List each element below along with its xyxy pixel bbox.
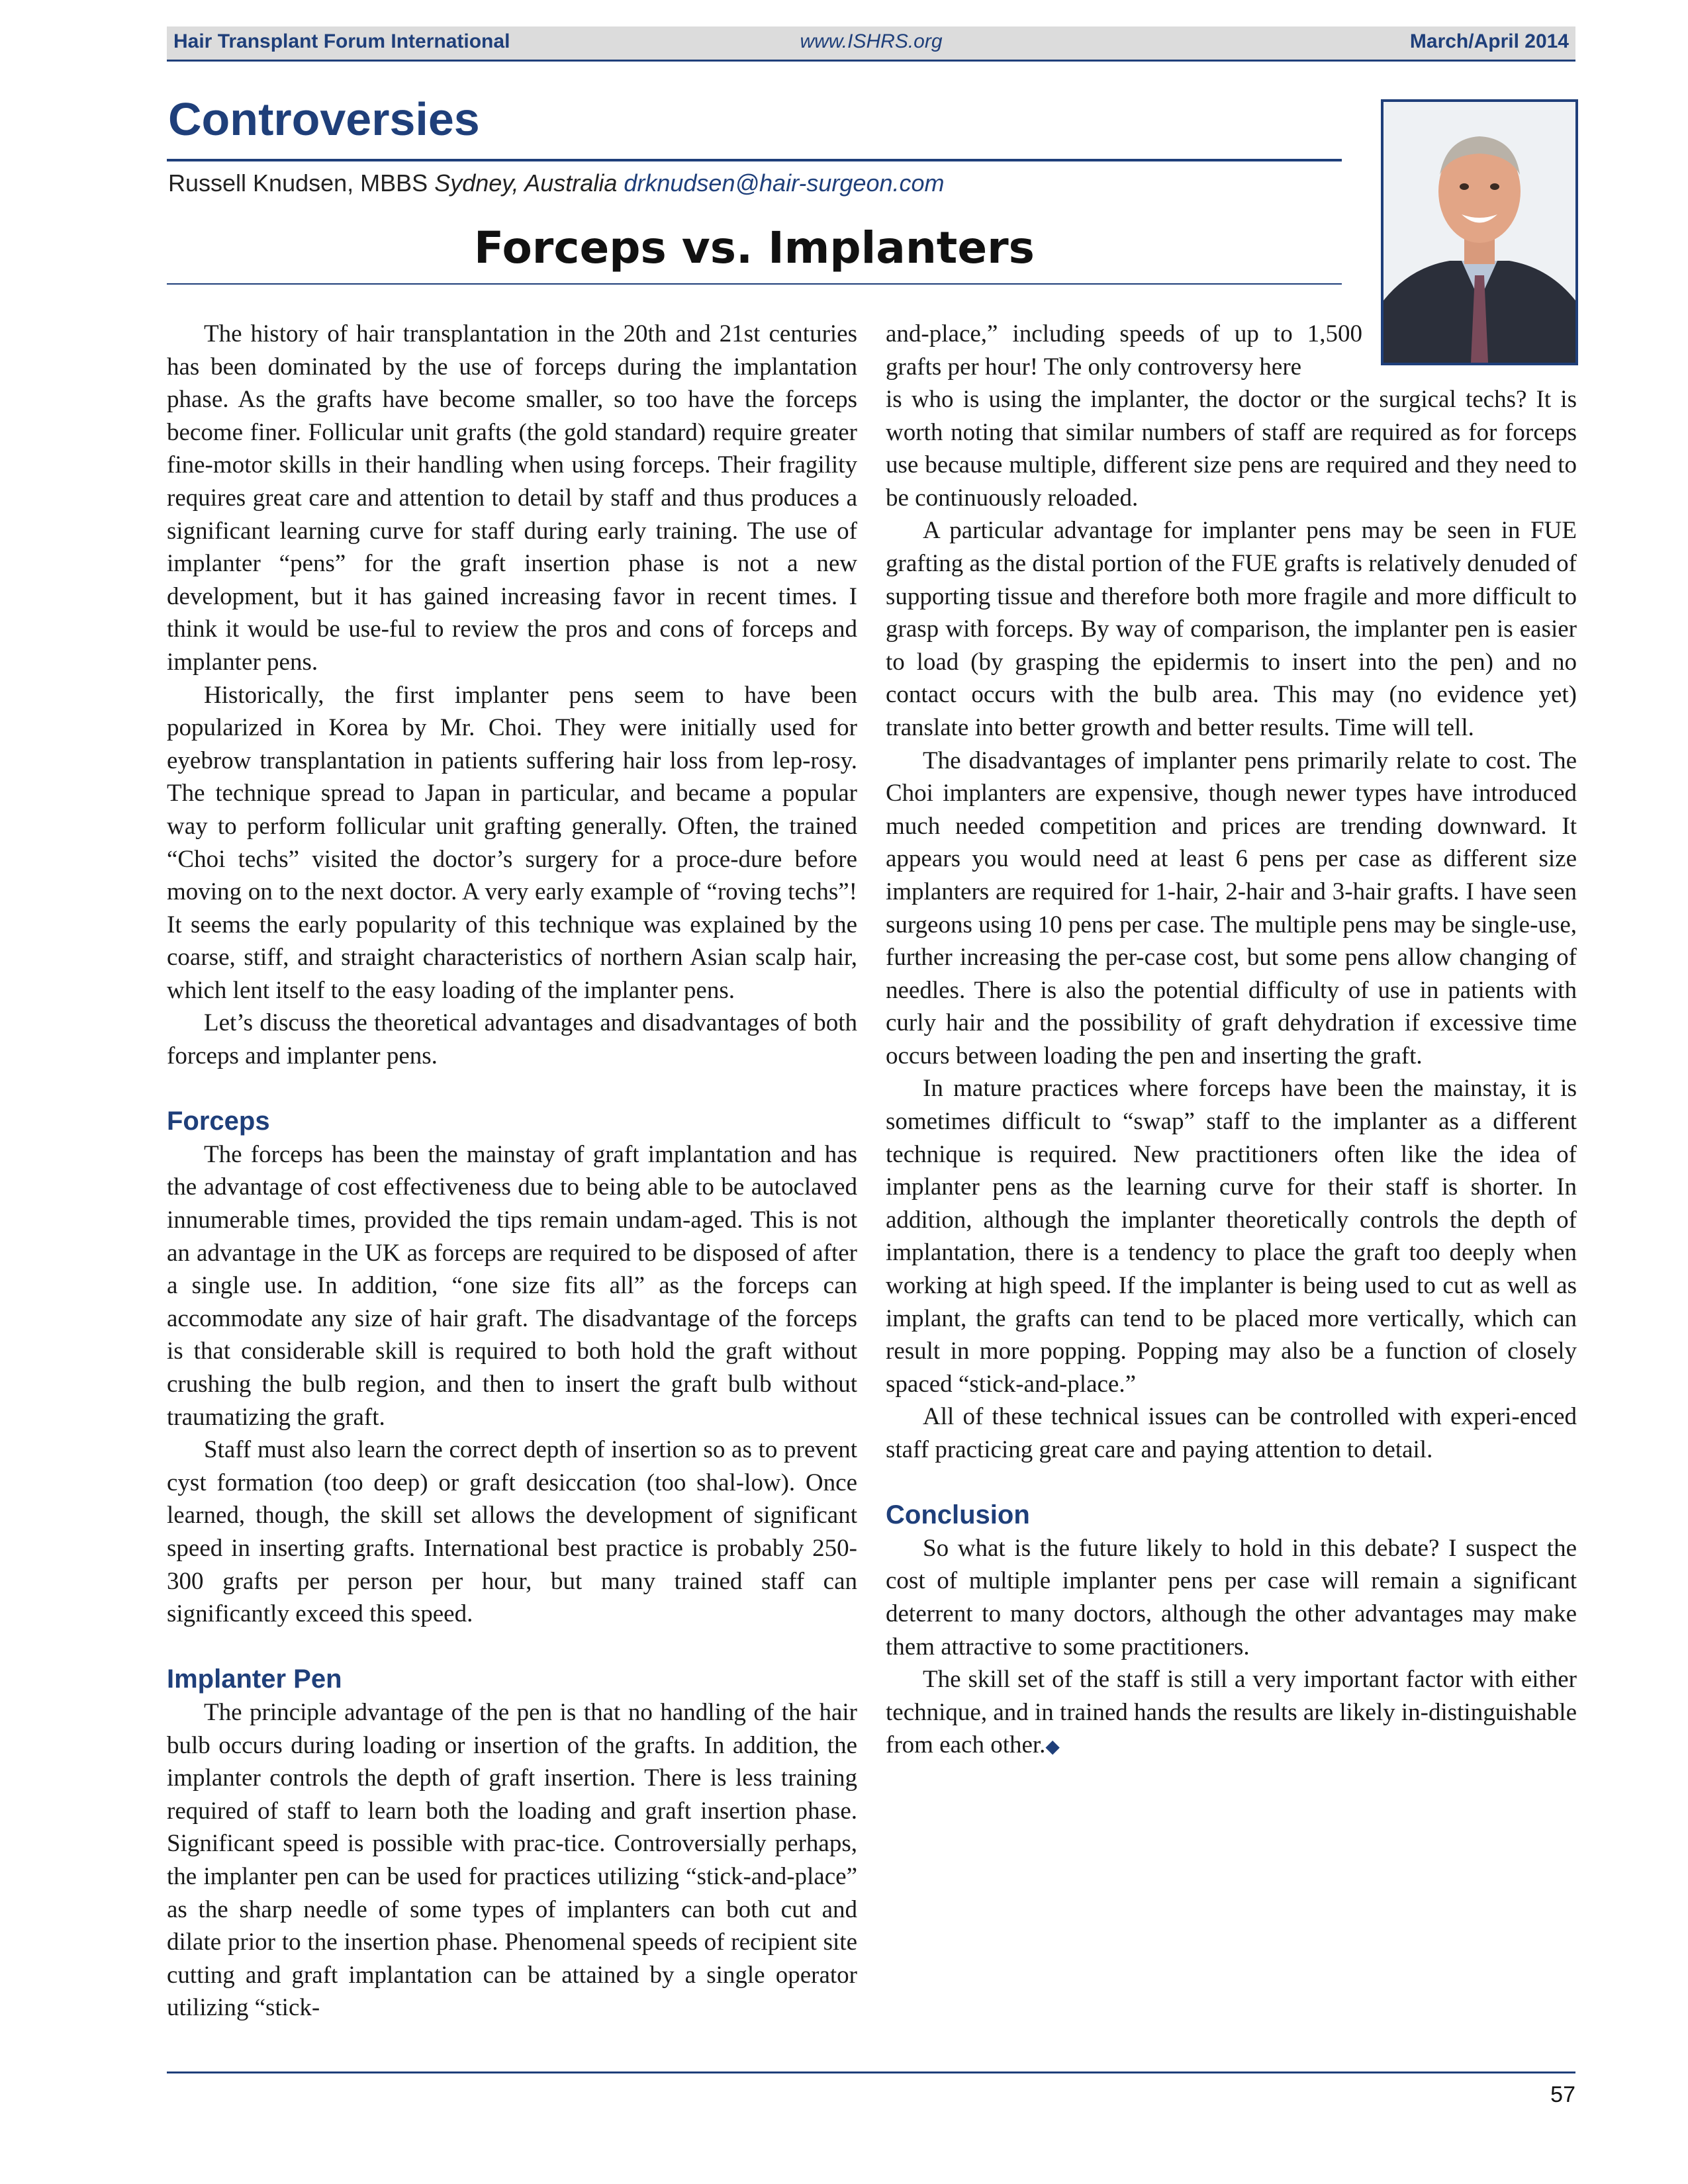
journal-url[interactable]: www.ISHRS.org <box>800 30 943 52</box>
byline <box>168 169 945 197</box>
author-location: Sydney, Australia <box>434 169 618 197</box>
column-right <box>886 383 1577 1764</box>
conclusion-paragraph-2-text: The skill set of the staff is still a very important factor with either technique, and in trained hands the results are likely in-distinguishable from each other. <box>886 1666 1577 1759</box>
running-header <box>167 26 1575 62</box>
forceps-heading: Forceps <box>167 1107 270 1136</box>
right-paragraph-2: The disadvantages of implanter pens primarily relate to cost. The Choi implanters are expensive, though newer types have introduced much needed competition and prices are trending downward. It appears you would need at least 6 pens per case as different size implanters are required for 1-hair, 2-hair and 3-hair grafts. I have seen surgeons using 10 pens per case. The multiple pens may be single-use, further increasing the per-case cost, but some pens allow changing of needles. There is also the potential difficulty of use in patients with curly hair and the possibility of graft dehydration if excessive time occurs between loading the pen and inserting the graft. <box>886 747 1577 1069</box>
page-number: 57 <box>1550 2082 1575 2107</box>
right-paragraph-3: In mature practices where forceps have been the mainstay, it is sometimes difficult to “swap” staff to the implanter as a different technique is required. New practitioners often like the idea of implanter pens as the learning curve for their staff is shorter. In addition, although the implanter theoretically controls the depth of implantation, there is a tendency to place the graft too deeply when working at high speed. If the implanter is being used to cut as well as implant, the grafts can tend to be placed more vertically, which can result in more popping. Popping may also be a function of closely spaced “stick-and-place.” <box>886 1075 1577 1398</box>
conclusion-heading: Conclusion <box>886 1500 1030 1530</box>
implanter-continuation-2: is who is using the implanter, the doctor or the surgical techs? It is worth noting that similar numbers of staff are required as for forceps use because multiple, different size pens are required and they need to be continuously reloaded. <box>886 386 1577 512</box>
issue-date: March/April 2014 <box>1409 30 1569 52</box>
author-name: Russell Knudsen, MBBS <box>168 169 428 197</box>
forceps-paragraph-2: Staff must also learn the correct depth of insertion so as to prevent cyst formation (too deep) or graft desiccation (too shal-low). Once learned, though, the skill set allows the development of significant speed in inserting grafts. International best practice is probably 250-300 grafts per person per hour, but many trained staff can significantly exceed this speed. <box>167 1436 857 1628</box>
article-title: Forceps vs. Implanters <box>474 222 1035 273</box>
forceps-paragraph-1: The forceps has been the mainstay of graft implantation and has the advantage of cost effectiveness due to being able to be autoclaved innumerable times, provided the tips remain undam-aged. This is not an advantage in the UK as forceps are required to be disposed of after a single use. In addition, “one size fits all” as the forceps can accommodate any size of hair graft. The disadvantage of the forceps is that considerable skill is required to both hold the graft without crushing the bulb region, and then to insert the graft bulb without traumatizing the graft. <box>167 1140 857 1431</box>
right-paragraph-1: A particular advantage for implanter pens may be seen in FUE grafting as the distal portion of the FUE grafts is relatively denuded of supporting tissue and therefore both more fragile and more difficult to grasp with forceps. By way of comparison, the implanter pen is easier to load (by grasping the epidermis to insert into the pen) and no contact occurs with the bulb area. This may (no evidence yet) translate into better growth and better results. Time will tell. <box>886 517 1577 741</box>
column-right-top <box>886 318 1362 383</box>
section-title-divider <box>167 159 1342 161</box>
author-email-link[interactable]: drknudsen@hair-surgeon.com <box>624 169 945 197</box>
conclusion-paragraph-1: So what is the future likely to hold in this debate? I suspect the cost of multiple implanter pens per case will remain a significant deterrent to many doctors, although the other advantages may make them attractive to some practitioners. <box>886 1534 1577 1661</box>
intro-paragraph-3: Let’s discuss the theoretical advantages and disadvantages of both forceps and implanter pens. <box>167 1009 857 1070</box>
intro-paragraph-1: The history of hair transplantation in the 20th and 21st centuries has been dominated by the use of forceps during the implantation phase. As the grafts have become smaller, so too have the forceps become finer. Follicular unit grafts (the gold standard) require greater fine-motor skills in their handling when using forceps. Their fragility requires great care and attention to detail by staff and thus produces a significant learning curve for staff during early training. The use of implanter “pens” for the graft insertion phase is not a new development, but it has gained increasing favor in recent times. I think it would be use-ful to review the pros and cons of forceps and implanter pens. <box>167 320 857 676</box>
right-paragraph-4: All of these technical issues can be controlled with experi-enced staff practicing great care and paying attention to detail. <box>886 1403 1577 1463</box>
author-photo <box>1381 99 1578 365</box>
footer-divider <box>167 2071 1575 2073</box>
column-left <box>167 318 857 2025</box>
implanter-paragraph: The principle advantage of the pen is that no handling of the hair bulb occurs during loading or insertion of the grafts. In addition, the implanter controls the depth of graft insertion. There is less training required of staff to learn both the loading and graft insertion phase. Significant speed is possible with prac-tice. Controversially perhaps, the implanter pen can be used for practices utilizing “stick-and-place” as the sharp needle of some types of implanters can both cut and dilate prior to the insertion phase. Phenomenal speeds of recipient site cutting and graft implantation can be attained by a single operator utilizing “stick- <box>167 1698 857 2022</box>
intro-paragraph-2: Historically, the first implanter pens seem to have been popularized in Korea by Mr. Choi. They were initially used for eyebrow transplantation in patients suffering hair loss from lep-rosy. The technique spread to Japan in particular, and became a popular way to perform follicular unit grafting generally. Often, the trained “Choi techs” visited the doctor’s surgery for a proce-dure before moving on to the next doctor. A very early example of “roving techs”! It seems the early popularity of this technique was explained by the coarse, stiff, and straight characteristics of northern Asian scalp hair, which lent itself to the easy loading of the implanter pens. <box>167 681 857 1004</box>
end-diamond-icon: ◆ <box>1045 1737 1060 1758</box>
journal-name: Hair Transplant Forum International <box>173 30 510 52</box>
article-title-divider <box>167 283 1342 285</box>
conclusion-paragraph-2 <box>886 1663 1577 1764</box>
section-title: Controversies <box>168 93 480 145</box>
implanter-heading: Implanter Pen <box>167 1664 342 1694</box>
implanter-continuation: and-place,” including speeds of up to 1,500 grafts per hour! The only controversy here <box>886 320 1362 381</box>
